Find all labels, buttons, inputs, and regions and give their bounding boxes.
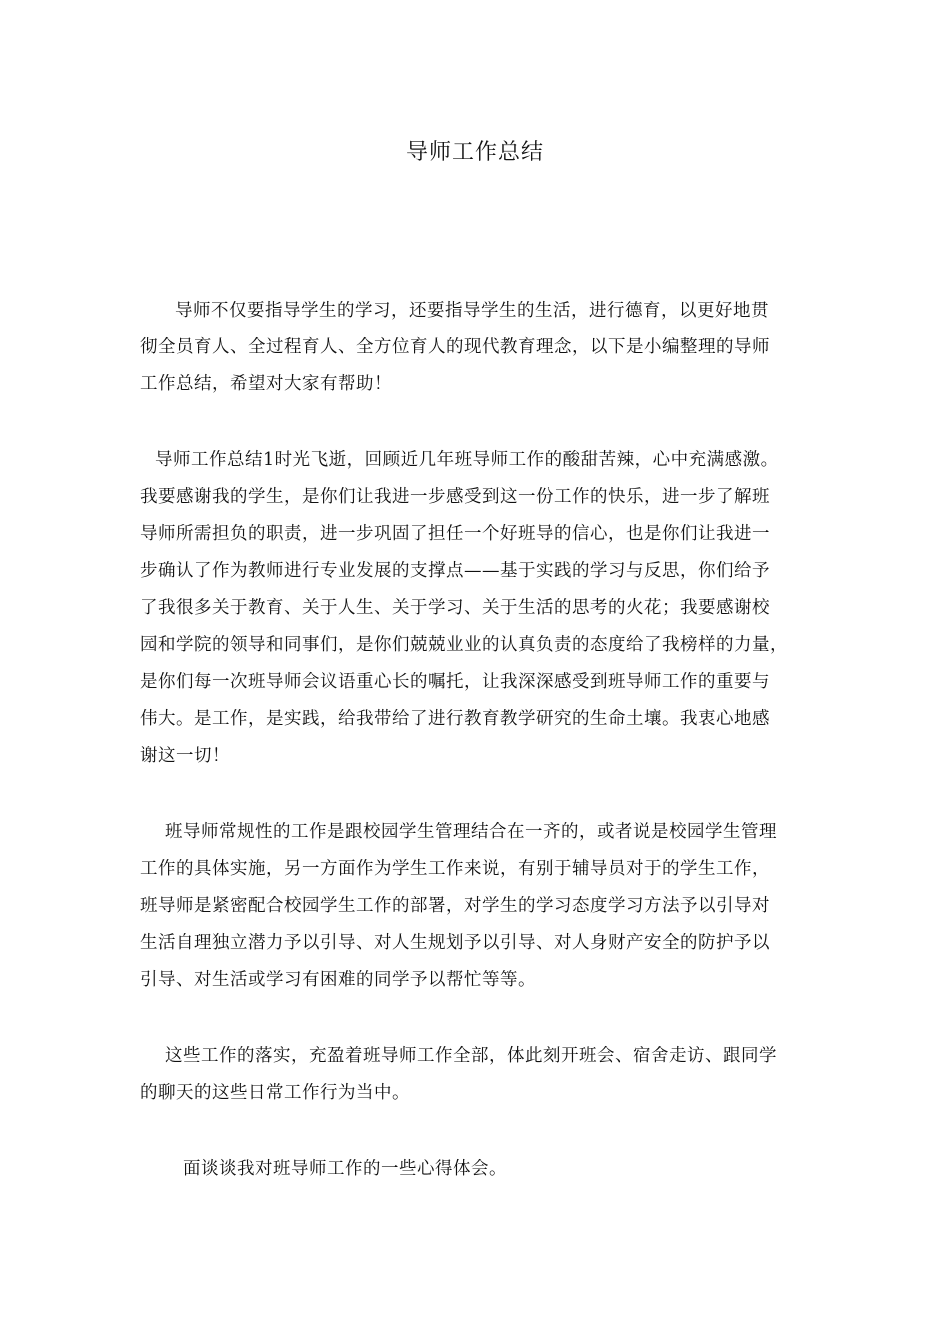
paragraph-3-line-4: 生活自理独立潜力予以引导、对人生规划予以引导、对人身财产安全的防护予以 xyxy=(140,933,770,953)
paragraph-1-line-2: 彻全员育人、全过程育人、全方位育人的现代教育理念，以下是小编整理的导师 xyxy=(140,337,770,357)
paragraph-2-line-8: 伟大。是工作，是实践，给我带给了进行教育教学研究的生命土壤。我衷心地感 xyxy=(140,709,770,729)
paragraph-3-line-1: 班导师常规性的工作是跟校园学生管理结合在一齐的，或者说是校园学生管理 xyxy=(165,822,777,842)
paragraph-2-line-5: 了我很多关于教育、关于人生、关于学习、关于生活的思考的火花；我要感谢校 xyxy=(140,598,770,618)
paragraph-3-line-2: 工作的具体实施，另一方面作为学生工作来说，有别于辅导员对于的学生工作， xyxy=(140,859,770,879)
paragraph-2-line-7: 是你们每一次班导师会议语重心长的嘱托，让我深深感受到班导师工作的重要与 xyxy=(140,672,770,692)
document-title: 导师工作总结 xyxy=(405,140,544,165)
paragraph-5-line-1: 面谈谈我对班导师工作的一些心得体会。 xyxy=(183,1159,507,1179)
paragraph-2-line-2: 我要感谢我的学生，是你们让我进一步感受到这一份工作的快乐，进一步了解班 xyxy=(140,487,770,507)
paragraph-3-line-5: 引导、对生活或学习有困难的同学予以帮忙等等。 xyxy=(140,970,536,990)
paragraph-2-line-3: 导师所需担负的职责，进一步巩固了担任一个好班导的信心，也是你们让我进一 xyxy=(140,524,770,544)
paragraph-2-line-1: 导师工作总结1时光飞逝，回顾近几年班导师工作的酸甜苦辣，心中充满感激。 xyxy=(155,450,779,470)
paragraph-1-line-3: 工作总结，希望对大家有帮助！ xyxy=(140,374,392,394)
paragraph-4-line-2: 的聊天的这些日常工作行为当中。 xyxy=(140,1083,410,1103)
paragraph-2-line-4: 步确认了作为教师进行专业发展的支撑点——基于实践的学习与反思，你们给予 xyxy=(140,561,770,581)
paragraph-4-line-1: 这些工作的落实，充盈着班导师工作全部，体此刻开班会、宿舍走访、跟同学 xyxy=(165,1046,777,1066)
paragraph-2-line-9: 谢这一切！ xyxy=(140,746,230,766)
paragraph-3-line-3: 班导师是紧密配合校园学生工作的部署，对学生的学习态度学习方法予以引导对 xyxy=(140,896,770,916)
paragraph-1-line-1: 导师不仅要指导学生的学习，还要指导学生的生活，进行德育，以更好地贯 xyxy=(175,301,769,321)
paragraph-2-line-6: 园和学院的领导和同事们，是你们兢兢业业的认真负责的态度给了我榜样的力量， xyxy=(140,635,788,655)
